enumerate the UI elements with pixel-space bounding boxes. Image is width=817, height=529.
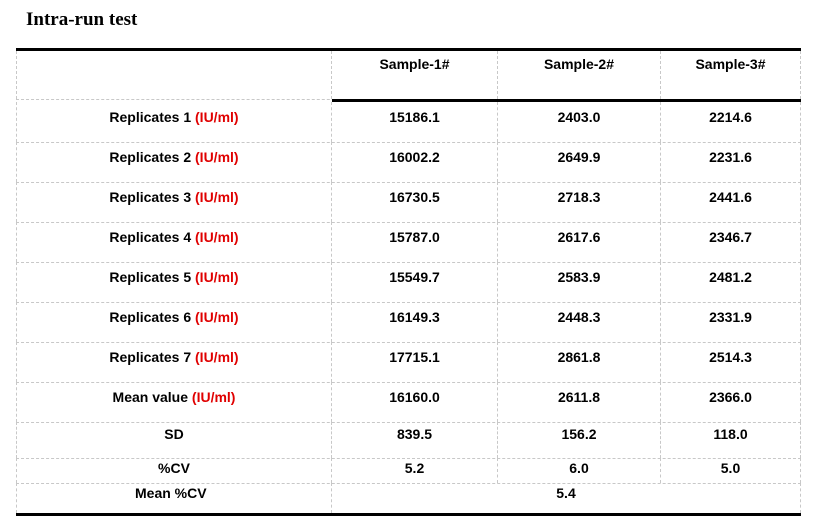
- value-cell-sample-1: 16160.0: [332, 382, 498, 422]
- row-label-cell: [16, 302, 332, 342]
- table-header-row: [16, 51, 801, 100]
- row-label: Replicates 6: [109, 309, 192, 325]
- table-row: [16, 102, 801, 143]
- value-cell-sample-2: 6.0: [498, 458, 661, 483]
- row-unit: (IU/ml): [195, 229, 239, 245]
- row-unit: (IU/ml): [195, 269, 239, 285]
- value-cell-sample-3: 2231.6: [661, 142, 801, 182]
- row-label: Replicates 2: [109, 149, 192, 165]
- value-cell-sample-3: 2331.9: [661, 302, 801, 342]
- table-bottom-rule: [16, 513, 801, 516]
- row-unit: (IU/ml): [195, 109, 239, 125]
- row-label-cell: [16, 458, 332, 483]
- mean-cv-value: 5.4: [332, 483, 801, 513]
- value-cell-sample-1: 16149.3: [332, 302, 498, 342]
- header-sample-2: Sample-2#: [498, 51, 661, 99]
- value-cell-sample-2: 2403.0: [498, 102, 661, 142]
- value-cell-sample-3: 2481.2: [661, 262, 801, 302]
- table-row: [16, 142, 801, 183]
- value-cell-sample-2: 2861.8: [498, 342, 661, 382]
- header-cell-empty: [16, 51, 332, 99]
- value-cell-sample-2: 156.2: [498, 422, 661, 458]
- row-label-cell: [16, 342, 332, 382]
- row-unit: (IU/ml): [195, 349, 239, 365]
- row-label: Replicates 1: [109, 109, 192, 125]
- row-label-cell: [16, 422, 332, 458]
- value-cell-sample-3: 2514.3: [661, 342, 801, 382]
- value-cell-sample-1: 17715.1: [332, 342, 498, 382]
- table-row: [16, 342, 801, 383]
- table-row: [16, 262, 801, 303]
- row-label-cell: [16, 142, 332, 182]
- header-sample-1: Sample-1#: [332, 51, 498, 99]
- value-cell-sample-2: 2583.9: [498, 262, 661, 302]
- row-label: Replicates 5: [109, 269, 192, 285]
- value-cell-sample-1: 839.5: [332, 422, 498, 458]
- row-label: %CV: [158, 460, 190, 476]
- table-row: [16, 422, 801, 459]
- value-cell-sample-2: 2617.6: [498, 222, 661, 262]
- row-unit: (IU/ml): [195, 309, 239, 325]
- value-cell-sample-1: 15549.7: [332, 262, 498, 302]
- value-cell-sample-2: 2649.9: [498, 142, 661, 182]
- value-cell-sample-3: 118.0: [661, 422, 801, 458]
- value-cell-sample-3: 2214.6: [661, 102, 801, 142]
- row-unit: (IU/ml): [195, 189, 239, 205]
- value-cell-sample-3: 5.0: [661, 458, 801, 483]
- row-label: Replicates 3: [109, 189, 192, 205]
- row-unit: (IU/ml): [191, 389, 236, 405]
- value-cell-sample-2: 2611.8: [498, 382, 661, 422]
- row-label: Mean value: [112, 389, 189, 405]
- value-cell-sample-1: 15787.0: [332, 222, 498, 262]
- row-label-cell: [16, 382, 332, 422]
- row-label: SD: [164, 426, 184, 442]
- table-row: [16, 222, 801, 263]
- header-sample-3: Sample-3#: [661, 51, 801, 99]
- value-cell-sample-3: 2346.7: [661, 222, 801, 262]
- value-cell-sample-3: 2366.0: [661, 382, 801, 422]
- row-label: Replicates 7: [109, 349, 192, 365]
- page-title: Intra-run test: [26, 9, 138, 30]
- row-label: Replicates 4: [109, 229, 192, 245]
- value-cell-sample-1: 15186.1: [332, 102, 498, 142]
- row-label-cell: [16, 102, 332, 142]
- mean-cv-row: [16, 483, 801, 513]
- table-row: [16, 382, 801, 423]
- value-cell-sample-1: 16730.5: [332, 182, 498, 222]
- value-cell-sample-1: 5.2: [332, 458, 498, 483]
- row-label-cell: [16, 262, 332, 302]
- table-row: [16, 302, 801, 343]
- row-label-cell: [16, 222, 332, 262]
- mean-cv-label: Mean %CV: [16, 483, 332, 513]
- table-row: [16, 458, 801, 484]
- value-cell-sample-1: 16002.2: [332, 142, 498, 182]
- value-cell-sample-3: 2441.6: [661, 182, 801, 222]
- value-cell-sample-2: 2718.3: [498, 182, 661, 222]
- value-cell-sample-2: 2448.3: [498, 302, 661, 342]
- row-label-cell: [16, 182, 332, 222]
- row-unit: (IU/ml): [195, 149, 239, 165]
- table-row: [16, 182, 801, 223]
